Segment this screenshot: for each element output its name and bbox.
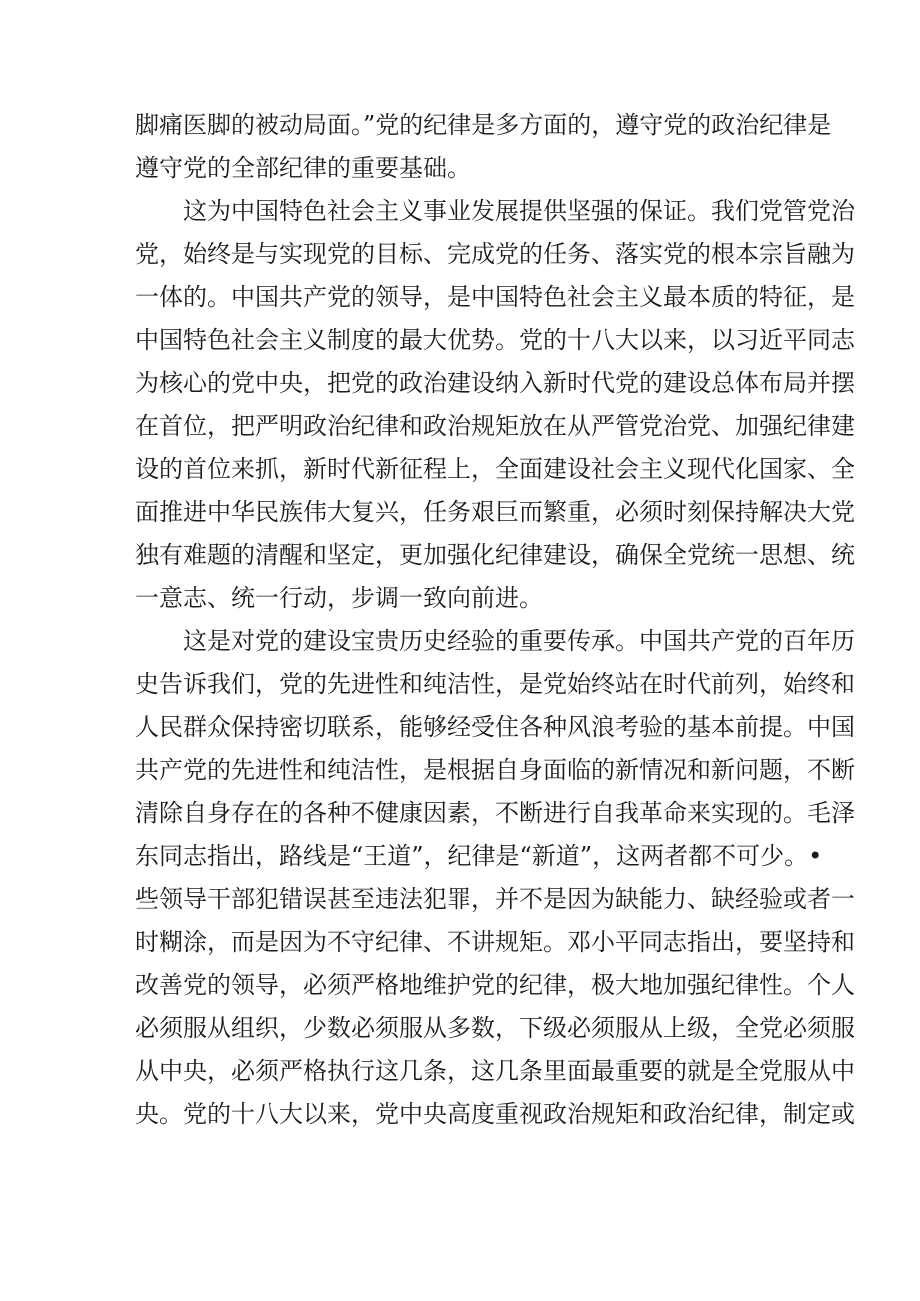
text-line: 面推进中华民族伟大复兴，任务艰巨而繁重，必须时刻保持解决大党 <box>135 498 855 526</box>
text-line: 一体的。中国共产党的领导，是中国特色社会主义最本质的特征，是 <box>135 283 855 311</box>
document-body <box>135 104 855 1136</box>
text-line: 一意志、统一行动，步调一致向前进。 <box>135 584 543 612</box>
paragraph-1 <box>135 104 832 190</box>
text-line: 时糊涂，而是因为不守纪律、不讲规矩。邓小平同志指出，要坚持和 <box>135 928 855 956</box>
text-line: 独有难题的清醒和坚定，更加强化纪律建设，确保全党统一思想、统 <box>135 541 855 569</box>
text-line: 中国特色社会主义制度的最大优势。党的十八大以来，以习近平同志 <box>135 326 855 354</box>
text-line: 史告诉我们，党的先进性和纯洁性，是党始终站在时代前列，始终和 <box>135 670 855 698</box>
text-line: 改善党的领导，必须严格地维护党的纪律，极大地加强纪律性。个人 <box>135 971 855 999</box>
text-line: 清除自身存在的各种不健康因素，不断进行自我革命来实现的。毛泽 <box>135 799 855 827</box>
text-line: 东同志指出，路线是“王道”，纪律是“新道”，这两者都不可少。• <box>135 842 823 870</box>
text-line: 设的首位来抓，新时代新征程上，全面建设社会主义现代化国家、全 <box>135 455 855 483</box>
text-line: 些领导干部犯错误甚至违法犯罪，并不是因为缺能力、缺经验或者一 <box>135 885 855 913</box>
paragraph-3 <box>135 620 855 1136</box>
text-line: 共产党的先进性和纯洁性，是根据自身面临的新情况和新问题，不断 <box>135 756 855 784</box>
text-line: 党，始终是与实现党的目标、完成党的任务、落实党的根本宗旨融为 <box>135 240 855 268</box>
text-line: 在首位，把严明政治纪律和政治规矩放在从严管党治党、加强纪律建 <box>135 412 855 440</box>
text-line: 必须服从组织，少数必须服从多数，下级必须服从上级，全党必须服 <box>135 1014 855 1042</box>
text-line: 这为中国特色社会主义事业发展提供坚强的保证。我们党管党治 <box>183 197 855 225</box>
text-line: 脚痛医脚的被动局面。”党的纪律是多方面的，遵守党的政治纪律是 <box>135 111 832 139</box>
paragraph-2 <box>135 190 855 620</box>
text-line: 人民群众保持密切联系，能够经受住各种风浪考验的基本前提。中国 <box>135 713 855 741</box>
text-line: 遵守党的全部纪律的重要基础。 <box>135 154 471 182</box>
text-line: 为核心的党中央，把党的政治建设纳入新时代党的建设总体布局并摆 <box>135 369 855 397</box>
text-line: 这是对党的建设宝贵历史经验的重要传承。中国共产党的百年历 <box>183 627 855 655</box>
text-line: 从中央，必须严格执行这几条，这几条里面最重要的就是全党服从中 <box>135 1057 855 1085</box>
text-line: 央。党的十八大以来，党中央高度重视政治规矩和政治纪律，制定或 <box>135 1100 855 1128</box>
